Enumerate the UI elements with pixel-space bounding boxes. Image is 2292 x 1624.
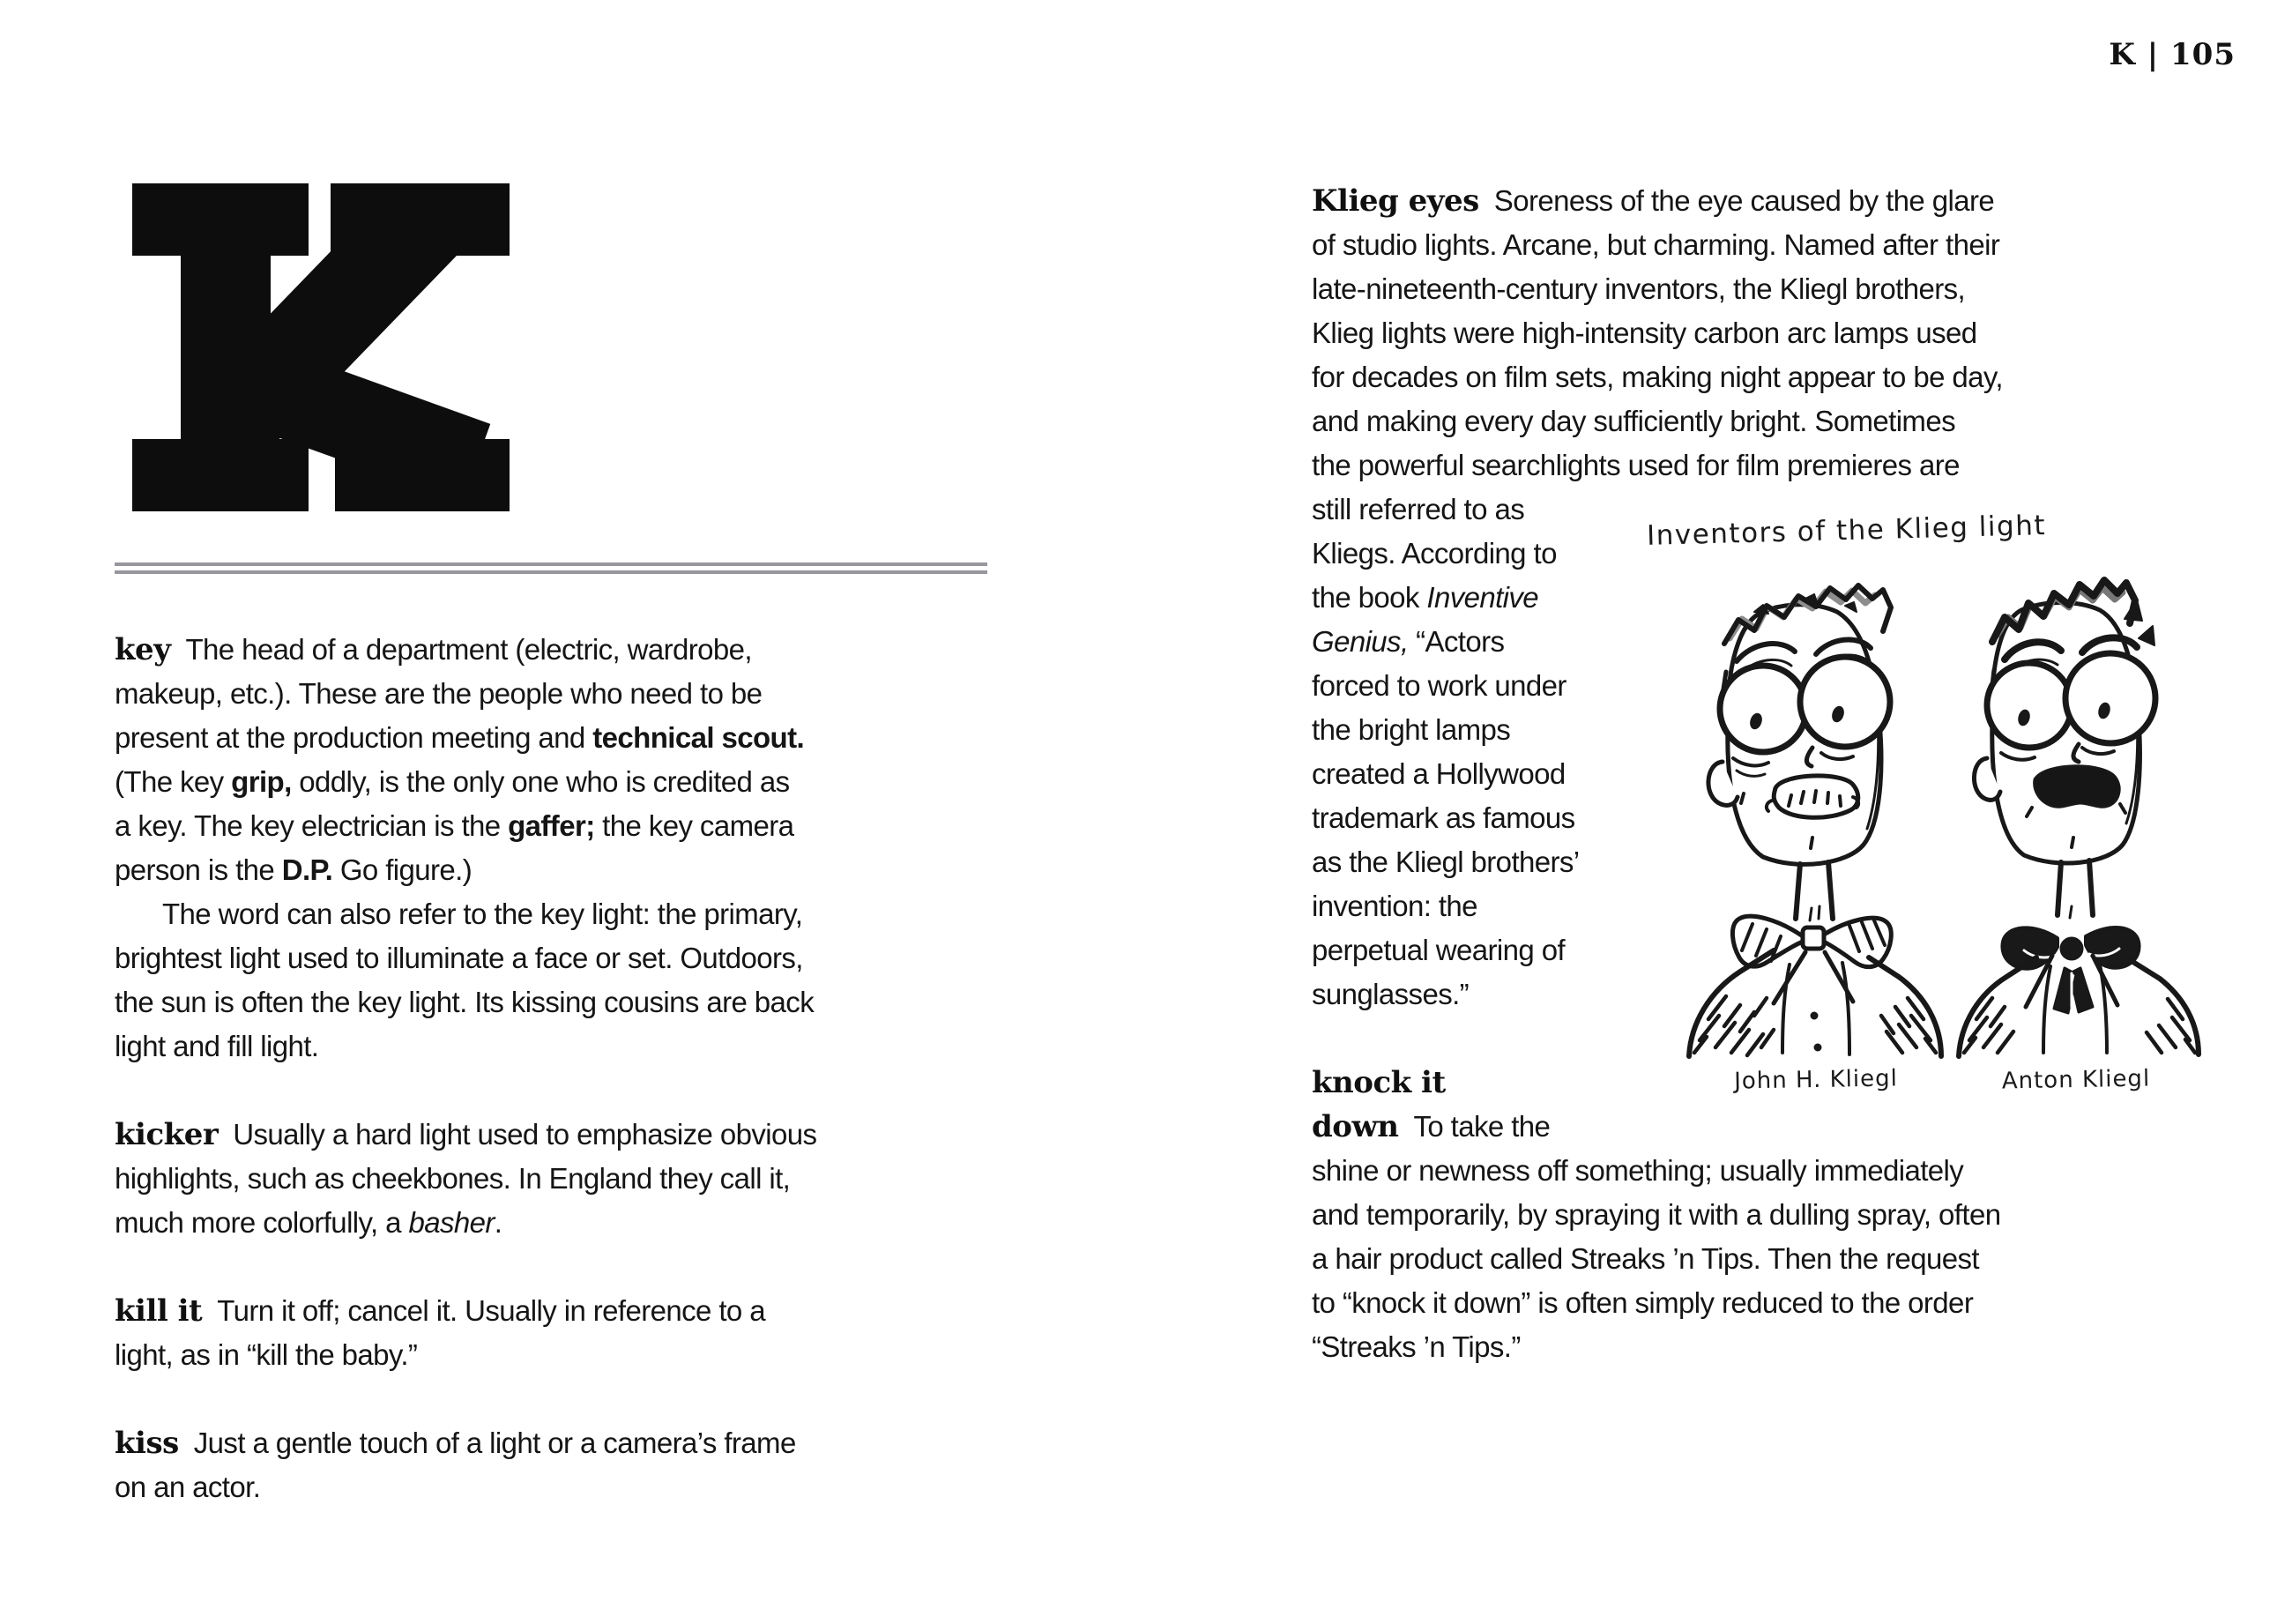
text-segment: to “knock it down” is often simply reduced to the order [1312,1286,1974,1319]
text-segment: brightest light used to illuminate a face or set. Outdoors, [115,942,803,974]
text-segment: highlights, such as cheekbones. In England they call it, [115,1162,791,1195]
entry-kiss [115,1421,1009,1509]
anton-neck-shade [2070,906,2072,918]
text-segment: on an actor. [115,1471,261,1503]
illustration-title: Inventors of the Klieg light [1646,510,2047,552]
text-segment: much more colorfully, a [115,1206,409,1239]
text-segment: basher [408,1206,495,1239]
entry-term: knock it [1312,1065,1446,1100]
text-segment: Genius, [1312,625,1409,658]
text-segment: “Actors [1408,625,1505,658]
text-segment: the key camera [594,809,794,842]
kliegl-brothers-illustration [1631,510,2261,1130]
text-segment: light, as in “kill the baby.” [115,1338,418,1371]
entry-term: kicker [115,1117,219,1152]
text-segment: of studio lights. Arcane, but charming. Named after their [1312,228,2000,261]
text-line [115,980,1009,1024]
text-line [115,1333,1009,1377]
divider-rule-top [115,562,987,566]
text-segment: late-nineteenth-century inventors, the Kliegl brothers, [1312,272,1966,305]
text-segment: makeup, etc.). These are the people who need to be [115,677,763,710]
text-segment: forced to work under [1312,669,1566,702]
text-line [115,1157,1009,1201]
text-segment: the sun is often the key light. Its kissing cousins are back [115,986,815,1018]
john-eye-right [1800,657,1890,747]
kliegl-brothers-drawing [1631,557,2257,1069]
text-segment: as the Kliegl brothers’ [1312,846,1580,878]
text-segment: grip, [231,765,292,798]
k-glyph-shapes [132,183,510,511]
entry-knock-it-down-body [1312,1149,2246,1369]
text-segment: Usually a hard light used to emphasize obvious [233,1118,817,1151]
john-eye-left [1720,666,1806,752]
text-line [115,672,1009,716]
text-line [1312,443,2246,488]
entry-klieg-eyes [1312,179,2246,488]
illustration-label-john: John H. Kliegl [1733,1065,1899,1095]
text-line [115,1289,1009,1333]
text-line [115,936,1009,980]
text-segment: technical scout. [592,721,805,754]
text-segment: still referred to as [1312,493,1525,525]
text-segment: Klieg lights were high-intensity carbon arc lamps used [1312,317,1977,349]
text-line [115,1113,1009,1157]
text-segment: the book [1312,581,1427,614]
anton-eye-left [1987,663,2072,748]
john-shirt-button-1 [1811,1012,1818,1019]
entry-term: Klieg eyes [1312,183,1479,219]
john-bowtie-knot [1803,927,1824,949]
text-segment: the bright lamps [1312,713,1511,746]
text-segment: The word can also refer to the key light: the primary, [162,898,803,930]
text-line [1312,399,2246,443]
john-shirt-button-2 [1814,1044,1821,1051]
text-segment: (The key [115,765,232,798]
text-segment: light and fill light. [115,1030,319,1062]
text-segment: the powerful searchlights used for film premieres are [1312,449,1960,481]
text-line [1312,1281,2246,1325]
entry-term: kill it [115,1293,203,1329]
anton-neck [2058,860,2093,915]
entry-kicker [115,1113,1009,1245]
text-segment: invention: the [1312,890,1477,922]
text-segment: and making every day sufficiently bright. Sometimes [1312,405,1955,437]
text-segment: . [494,1206,502,1239]
anton-jacket-hatch-left [1964,998,2013,1053]
figure-anton-kliegl [1959,580,2199,1056]
text-segment: a hair product called Streaks ’n Tips. Then the request [1312,1242,1980,1275]
text-line [1312,311,2246,355]
text-segment: Turn it off; cancel it. Usually in reference to a [217,1294,766,1327]
text-segment: gaffer; [508,809,595,842]
text-line [115,1024,1009,1069]
text-segment: trademark as famous [1312,801,1575,834]
drop-cap-k-glyph [132,183,510,511]
text-segment: The head of a department (electric, wardrobe, [185,633,752,666]
text-segment: D.P. [281,853,333,886]
text-line [115,1421,1009,1465]
john-shoulders [1689,950,1941,1056]
text-segment: “Streaks ’n Tips.” [1312,1330,1521,1363]
text-line [1312,1149,2246,1193]
k-serif-top-right [331,183,510,256]
section-divider [115,562,987,574]
entry-kill-it [115,1289,1009,1377]
drop-cap-letter-k [132,183,510,511]
text-line [1312,1193,2246,1237]
text-line [115,848,1009,892]
text-line [1312,355,2246,399]
text-segment: perpetual wearing of [1312,934,1566,966]
anton-bow-knot [2060,937,2083,960]
text-segment: Go figure.) [332,853,473,886]
text-line [115,804,1009,848]
k-serif-bottom-left [132,439,309,511]
text-segment: present at the production meeting and [115,721,593,754]
anton-eye-right [2065,653,2155,743]
k-serif-bottom-right [335,439,510,511]
entry-key [115,628,1009,1069]
text-line [1312,1325,2246,1369]
text-line [1312,223,2246,267]
text-segment: Inventive [1426,581,1539,614]
text-segment: oddly, is the only one who is credited as [291,765,790,798]
text-line [1312,1237,2246,1281]
john-bowtie-left-wing [1732,916,1803,966]
entry-term: key [115,632,171,667]
anton-mustache [2035,766,2119,807]
text-line [115,1465,1009,1509]
entry-term: down [1312,1109,1399,1144]
text-segment: Kliegs. According to [1312,537,1557,570]
illustration-label-anton: Anton Kliegl [2001,1065,2151,1095]
k-serif-top-left [132,183,309,256]
entry-term: kiss [115,1426,179,1461]
text-line [115,760,1009,804]
text-line [1312,267,2246,311]
anton-bow-tails [2054,968,2093,1013]
page-number: K | 105 [2109,37,2236,72]
text-segment: To take the [1413,1110,1551,1143]
text-line [115,892,1009,936]
text-segment: a key. The key electrician is the [115,809,509,842]
text-line [115,1201,1009,1245]
figure-john-h-kliegl [1689,585,1941,1056]
text-segment: Just a gentle touch of a light or a camera’s frame [193,1427,796,1459]
text-segment: shine or newness off something; usually immediately [1312,1154,1964,1187]
text-line [115,716,1009,760]
text-segment: sunglasses.” [1312,978,1470,1010]
john-neck [1796,862,1833,919]
text-line [1312,179,2246,223]
text-segment: created a Hollywood [1312,757,1566,790]
john-neck-shade [1810,906,1819,920]
text-line [115,628,1009,672]
text-segment: person is the [115,853,282,886]
text-segment: Soreness of the eye caused by the glare [1493,184,1995,217]
divider-rule-bottom [115,570,987,574]
text-segment: and temporarily, by spraying it with a dulling spray, often [1312,1198,2001,1231]
text-segment: for decades on film sets, making night appear to be day, [1312,361,2003,393]
